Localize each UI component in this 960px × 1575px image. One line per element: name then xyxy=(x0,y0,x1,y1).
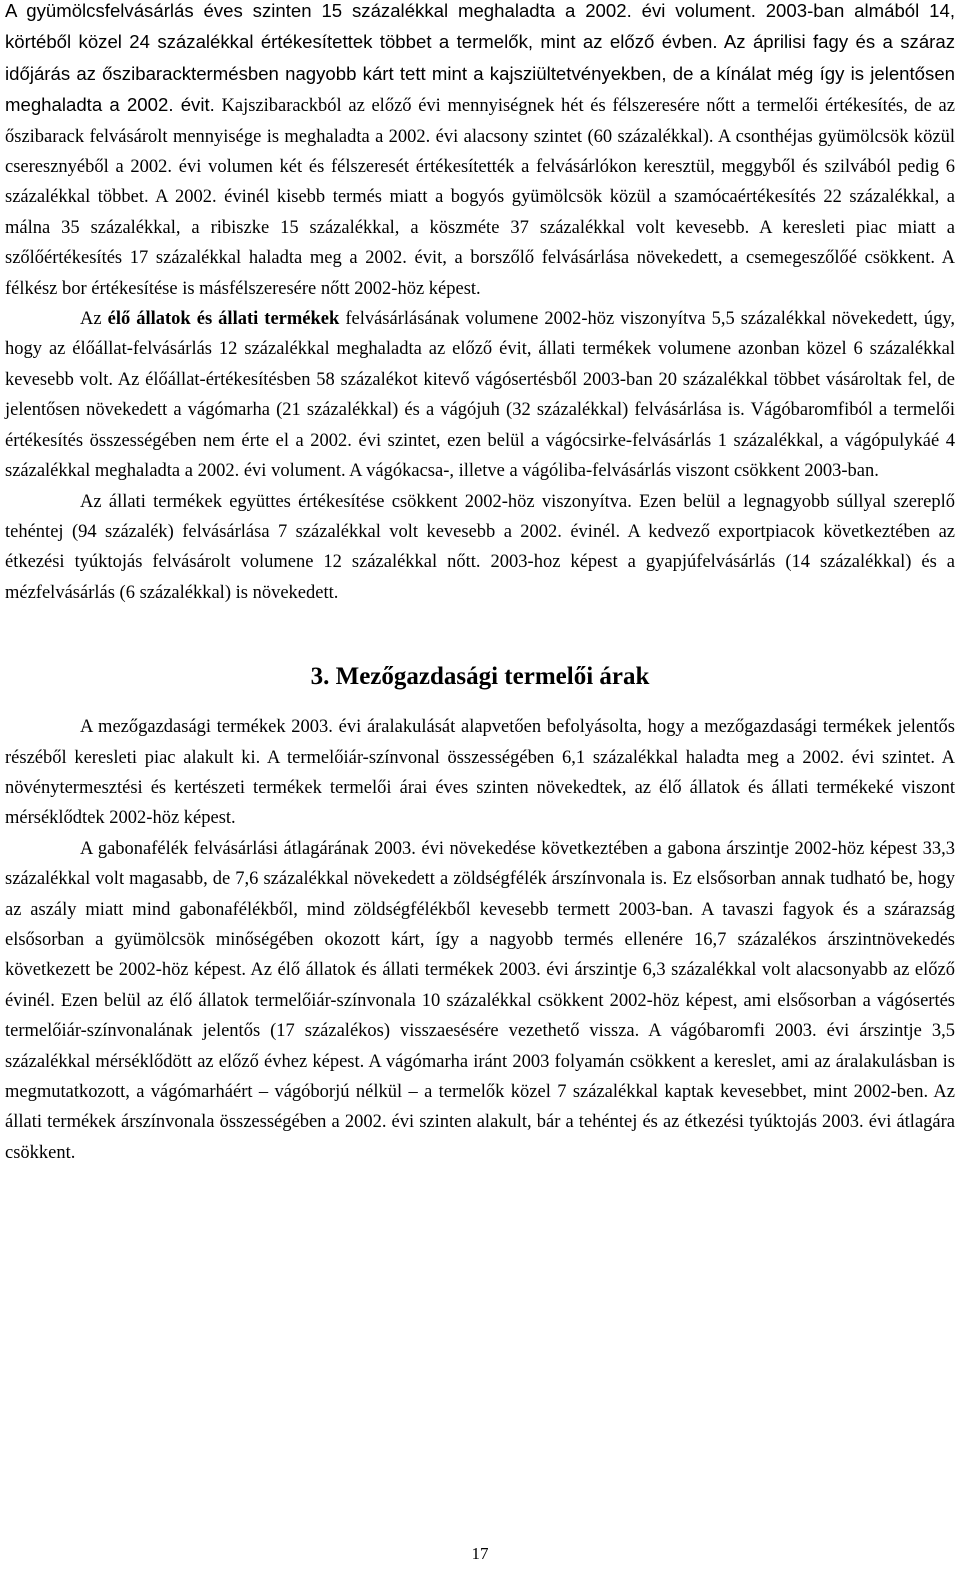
paragraph-live-animals-body: felvásárlásának volumene 2002-höz viszonyítva 5,5 százalékkal növekedett, úgy, hogy az élőállat-felvásárlás 12 százalékkal meghaladta az előző évit, állati termékek volumene azonban közel 6 százalékkal kevesebb volt. Az élőállat-értékesítésben 58 százalékot kitevő vágósertésből 2003-ban 20 százalékkal többet vásároltak fel, de jelentősen növekedett a vágómarha (21 százalékkal) és a vágójuh (32 százalékkal) felvásárlása is. Vágóbaromfiból a termelői értékesítés összességében nem érte el a 2002. évi szintet, ezen belül a vágócsirke-felvásárlás 1 százalékkal, a vágópulykáé 4 százalékkal meghaladta a 2002. évi volument. A vágókacsa-, illetve a vágóliba-felvásárlás viszont csökkent 2003-ban. xyxy=(5,309,955,482)
page-number: 17 xyxy=(471,1544,489,1563)
paragraph-fruit-purchase-sans-text: A gyümölcsfelvásárlás éves szinten 15 százalékkal meghaladta a 2002. évi volument. 2003-ban almából 14, körtéből közel 24 százalékkal értékesítettek többet a termelők, mint az előző évben. Az áprilisi fagy és a száraz időjárás az őszibaracktermésben nagyobb kárt tett mint a kajsziültetvényekben, de a kínálat még így is jelentősen meghaladta a 2002. évit. xyxy=(5,0,955,116)
document-page xyxy=(5,0,955,1168)
paragraph-fruit-purchase-serif-text: Kajszibarackból az előző évi mennyiségnek hét és félszeresére nőtt a termelői értékesítés, de az őszibarack felvásárolt mennyisége is meghaladta a 2002. évi alacsony szintet (60 százalékkal). A csonthéjas gyümölcsök közül cseresznyéből a 2002. évi volumen két és félszeresét értékesítették a felvásárlókon keresztül, meggyből és szilvából pedig 6 százalékkal többet. A 2002. évinél kisebb termés miatt a bogyós gyümölcsök közül a szamócaértékesítés 22 százalékkal, a málna 35 százalékkal, a ribiszke 15 százalékkal, a köszméte 37 százalékkal volt kevesebb. A keresleti piac miatt a szőlőértékesítés 17 százalékkal haladta meg a 2002. évit, a borszőlő felvásárlása növekedett, a csemegeszőlőé csökkent. A félkész bor értékesítése is másfélszeresére nőtt 2002-höz képest. xyxy=(5,96,955,299)
paragraph-live-animals-lead: Az xyxy=(80,309,108,330)
paragraph-grain-prices: A gabonafélék felvásárlási átlagárának 2003. évi növekedése következtében a gabona árszintje 2002-höz képest 33,3 százalékkal volt magasabb, de 7,6 százalékkal növekedett a zöldségfélék árszínvonala is. Ez elsősorban annak tudható be, hogy az aszály miatt mind gabonafélékből, mind zöldségfélékből kevesebb termett 2003-ban. A tavaszi fagyok és a szárazság elsősorban a gyümölcsök minőségében okozott kárt, így a nagyobb termés ellenére 16,7 százalékos árszintnövekedés következett be 2002-höz képest. Az élő állatok és állati termékek 2003. évi árszintje 6,3 százalékkal volt alacsonyabb az előző évinél. Ezen belül az élő állatok termelőiár-színvonala 10 százalékkal csökkent 2002-höz képest, ami elsősorban a vágósertés termelőiár-színvonalának jelentős (17 százalékos) visszaesésére vezethető vissza. A vágóbaromfi 2003. évi árszintje 3,5 százalékkal mérséklődött az előző évhez képest. A vágómarha iránt 2003 folyamán csökkent a kereslet, ami az áralakulásban is megmutatkozott, a vágómarháért – vágóborjú nélkül – a termelők közel 7 százalékkal kaptak kevesebbet, mint 2002-ben. Az állati termékek árszínvonala összességében a 2002. évi szinten alakult, bár a tehéntej és az étkezési tyúktojás 2003. évi átlagára csökkent. xyxy=(5,838,955,1163)
paragraph-fruit-purchase xyxy=(5,0,955,304)
paragraph-live-animals xyxy=(5,304,955,486)
paragraph-price-overview: A mezőgazdasági termékek 2003. évi áralakulását alapvetően befolyásolta, hogy a mezőgazdasági termékek jelentős részéből keresleti piac alakult ki. A termelőiár-színvonal összességében 6,1 százalékkal haladta meg a 2002. évi szintet. A növénytermesztési és kertészeti termékek termelői árai éves szinten növekedtek, az élő állatok és állati termékeké viszont mérséklődtek 2002-höz képest. xyxy=(5,717,955,829)
paragraph-animal-products: Az állati termékek együttes értékesítése csökkent 2002-höz viszonyítva. Ezen belül a legnagyobb súllyal szereplő tehéntej (94 százalék) felvásárlása 7 százalékkal volt kevesebb a 2002. évinél. A kedvező exportpiacok következtében az étkezési tyúktojás felvásárolt volumene 12 százalékkal nőtt. 2003-hoz képest a gyapjúfelvásárlás (14 százalékkal) és a mézfelvásárlás (6 százalékkal) is növekedett. xyxy=(5,491,955,603)
paragraph-live-animals-bold: élő állatok és állati termékek xyxy=(107,309,340,330)
section-heading: 3. Mezőgazdasági termelői árak xyxy=(310,663,650,691)
